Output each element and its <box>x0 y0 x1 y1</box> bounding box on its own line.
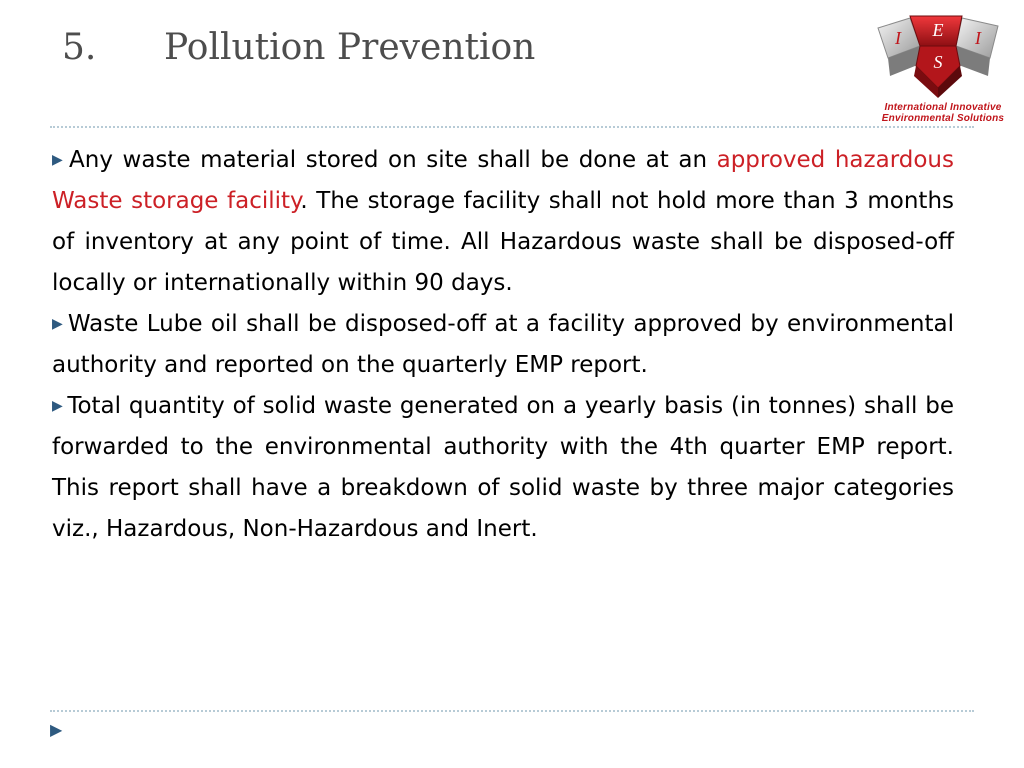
bullet-text: . The storage facility shall not hold more than 3 months of inventory at any point of time. All Hazardous waste shall be disposed-off locally or internationally within 90 days. <box>52 188 955 296</box>
triangle-bullet-icon: ▶ <box>52 316 64 332</box>
highlighted-text: approved hazardous Waste storage facility <box>52 147 954 214</box>
company-logo <box>858 6 1024 130</box>
top-divider <box>50 126 974 128</box>
bullet-text: Total quantity of solid waste generated on a yearly basis (in tonnes) shall be forwarded to the environmental authority with the 4th quarter EMP report. This report shall have a breakdown of solid waste by three major categories viz., Hazardous, Non-Hazardous and Inert. <box>52 393 954 542</box>
bullet-item <box>52 304 954 386</box>
bullet-text: Any waste material stored on site shall be done at an <box>69 147 717 173</box>
slide-title <box>62 22 535 74</box>
logo-line-2: Environmental Solutions <box>881 113 1005 124</box>
logo-letter-3: S <box>933 52 943 72</box>
logo-line-1: International Innovative <box>884 102 1002 113</box>
triangle-bullet-icon: ▶ <box>52 152 66 168</box>
bullet-item <box>52 386 954 550</box>
bullet-item <box>52 140 954 304</box>
bullet-text: Waste Lube oil shall be disposed-off at a facility approved by environmental authority and reported on the quarterly EMP report. <box>52 311 954 378</box>
triangle-bullet-icon: ▶ <box>52 398 64 414</box>
logo-letter-4: I <box>975 28 981 48</box>
slide-body <box>52 140 954 550</box>
logo-letter-2: E <box>932 20 944 40</box>
slide-nav-arrow-icon[interactable]: ▶ <box>50 720 63 739</box>
logo-cube-icon <box>858 6 1024 102</box>
logo-text <box>862 102 1024 124</box>
slide-title-text: Pollution Prevention <box>164 27 536 68</box>
slide-number: 5. <box>62 27 97 68</box>
bottom-divider <box>50 710 974 712</box>
logo-letter-1: I <box>895 28 901 48</box>
